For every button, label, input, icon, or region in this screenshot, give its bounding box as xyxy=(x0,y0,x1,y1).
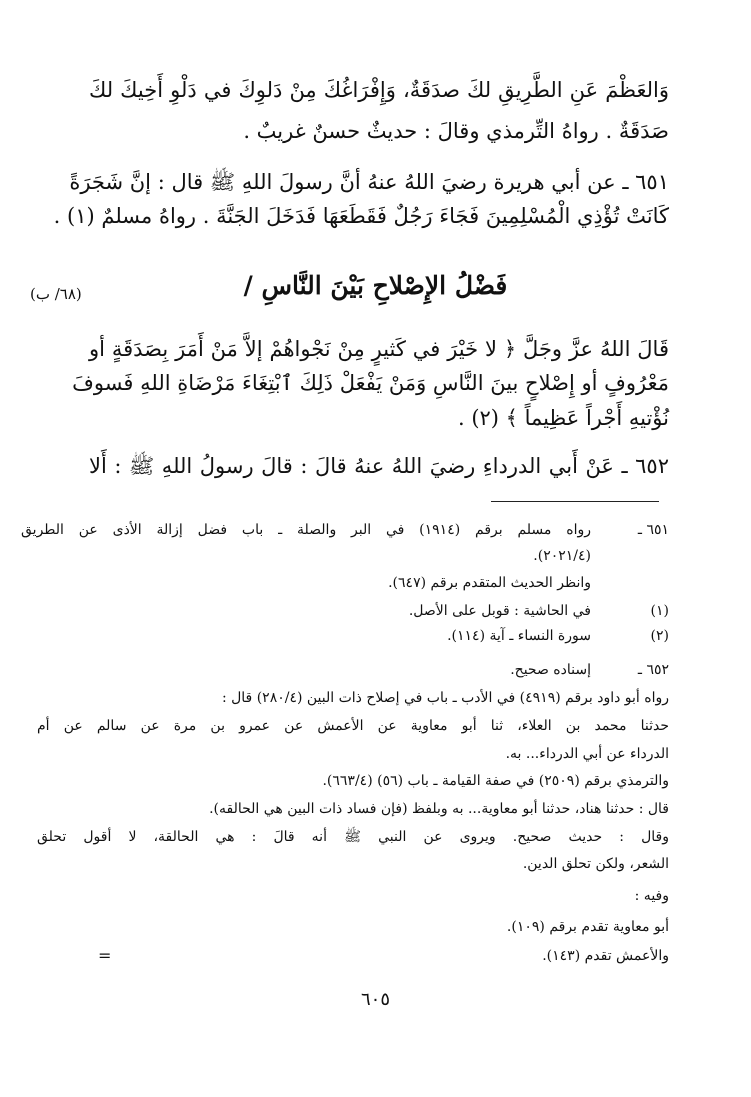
main-text-line-5: قَالَ اللهُ عزَّ وجَلَّ ﴿ لا خَيْرَ في كَثيرٍ مِنْ نَجْواهُمْ إلاَّ مَنْ أَمَرَ بِصَدَقَةٍ أو xyxy=(89,337,669,361)
footnote-number: ٦٥١ ـ xyxy=(637,522,669,538)
main-text-line-3: ٦٥١ ـ عن أبي هريرة رضيَ اللهُ عنهُ أنَّ رسولَ اللهِ ﷺ قال : إنَّ شَجَرَةً xyxy=(69,170,669,194)
main-text-line-4: كَانَتْ تُؤْذِي الْمُسْلِمِينَ فَجَاءَ رَجُلٌ فَقَطَعَهَا فَدَخَلَ الجَنَّةَ . رواهُ مسلمٌ (١) . xyxy=(53,204,669,228)
footnote-line: إسناده صحيح. xyxy=(510,662,591,678)
footnote-line: (٢٠٢١/٤). xyxy=(533,548,591,564)
page-number: ٦٠٥ xyxy=(360,989,390,1010)
footnote-line: الدرداء عن أبي الدرداء... به. xyxy=(505,746,669,762)
footnote-line: وقال : حديث صحيح. ويروى عن النبي ﷺ أنه قالَ : هي الحالقة، لا أقول تحلق xyxy=(37,829,669,845)
footnote-line: الشعر، ولكن تحلق الدين. xyxy=(522,856,669,872)
footnote-line: وفيه : xyxy=(634,888,669,904)
footnote-line: قال : حدثنا هناد، حدثنا أبو معاوية... به وبلفظ (فإن فساد ذات البين هي الحالقه). xyxy=(209,801,669,817)
footnote-line: والأعمش تقدم (١٤٣). xyxy=(542,948,669,964)
footnote-separator xyxy=(491,501,659,502)
footnote-number: (١) xyxy=(650,603,669,619)
main-text-line-8: ٦٥٢ ـ عَنْ أَبي الدرداءِ رضيَ اللهُ عنهُ قالَ : قالَ رسولُ اللهِ ﷺ : أَلا xyxy=(89,454,669,478)
continuation-mark: = xyxy=(98,946,112,965)
footnote-line: سورة النساء ـ آية (١١٤). xyxy=(447,628,591,644)
main-text-line-2: صَدَقَةٌ . رواهُ التِّرمذي وقالَ : حديثٌ حسنٌ غريبٌ . xyxy=(243,119,669,143)
chapter-heading: فَضْلُ الإِصْلاحِ بَيْنَ النَّاسِ / xyxy=(243,271,508,300)
manuscript-folio-note: (٦٨/ ب) xyxy=(30,285,82,303)
footnote-line: رواه أبو داود برقم (٤٩١٩) في الأدب ـ باب في إصلاح ذات البين (٢٨٠/٤) قال : xyxy=(221,690,669,706)
footnote-line: وانظر الحديث المتقدم برقم (٦٤٧). xyxy=(388,575,591,591)
footnote-line: حدثنا محمد بن العلاء، ثنا أبو معاوية عن الأعمش عن عمرو بن مرة عن سالم عن أم xyxy=(37,718,669,734)
main-text-line-7: نُؤْتيهِ أَجْراً عَظِيماً ﴾ (٢) . xyxy=(457,406,669,430)
main-text-line-1: وَالعَظْمَ عَنِ الطَّرِيقِ لكَ صدَقَةٌ، وَإِفْرَاغُكَ مِنْ دَلوِكَ في دَلْوِ أَخِيكَ لكَ xyxy=(89,78,669,102)
footnote-number: ٦٥٢ ـ xyxy=(637,662,669,678)
footnote-line: في الحاشية : قوبل على الأصل. xyxy=(408,603,591,619)
footnote-number: (٢) xyxy=(650,628,669,644)
main-text-line-6: مَعْرُوفٍ أو إِصْلاحٍ بينَ النَّاسِ وَمَنْ يَفْعَلْ ذَلِكَ ٱبْتِغَاءَ مَرْضَاةِ اللهِ فَسوفَ xyxy=(72,371,669,395)
footnote-line: رواه مسلم برقم (١٩١٤) في البر والصلة ـ باب فضل إزالة الأذى عن الطريق xyxy=(21,522,591,538)
footnote-line: أبو معاوية تقدم برقم (١٠٩). xyxy=(506,919,669,935)
footnote-line: والترمذي برقم (٢٥٠٩) في صفة القيامة ـ باب (٥٦) (٦٦٣/٤). xyxy=(322,773,669,789)
